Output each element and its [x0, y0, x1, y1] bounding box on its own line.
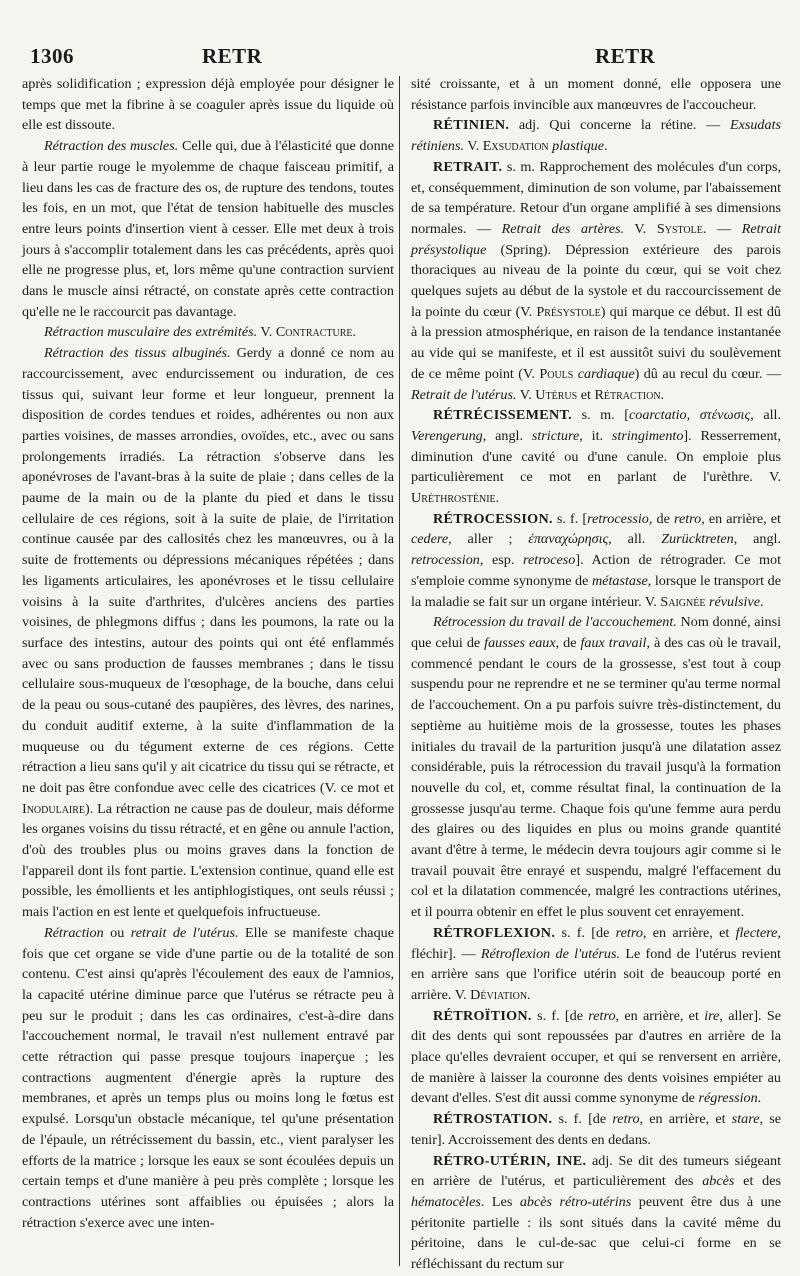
paragraph-continuation-right: sité croissante, et à un moment donné, elle opposera une résistance parfois invincible aux manœuvres de l'accoucheur.	[411, 76, 781, 113]
entry-retraction-extremites: Rétraction musculaire des extrémités. V. Contracture.	[44, 324, 357, 341]
page-header	[30, 44, 770, 72]
entry-retraction-muscles: Rétraction des muscles. Celle qui, due à l'élasticité que donne à leur partie rouge le myolemme de chaque faisceau primitif, a lieu dans les cas de fracture des os, de rupture des tendons, toutes les fois, en un mot, que l'état de tension habituelle des muscles entre leurs points d'insertion vient à cesser. Elle met deux à trois jours à s'accomplir totalement dans les cas précédents, après quoi elle ne progresse plus, et, lors même qu'une contraction survient dans le muscle ainsi rétracté, on constate après cette contraction qu'elle ne le raccourcit pas davantage.	[22, 138, 394, 320]
entry-retrocession-travail: Rétrocession du travail de l'accouchement. Nom donné, ainsi que celui de fausses eaux, de faux travail, à des cas où le travail, commencé pendant le cours de la grossesse, s'est tout à coup suspendu pour ne reprendre et ne se terminer qu'au terme normal de l'accouchement. On a pu parfois suivre très-distinctement, du septième au huitième mois de la grossesse, toutes les phases initiales du travail de la parturition jusqu'à une dilatation assez considérable, puis la rétrocession du travail jusqu'à la formation nouvelle du col, et, comme résultat final, la continuation de la grossesse jusqu'au terme. Chaque fois qu'une femme aura perdu des glaires ou des liquides en plus ou moins grande quantité avant d'être à terme, le médecin devra toujours agir comme si le travail pouvait être enrayé et suspendu, malgré l'effacement du col et la dilatation commencée, malgré les contractions utérines, et il pourra obtenir en effet le plus souvent cet enrayement.	[411, 614, 781, 921]
running-head-left: RETR	[202, 44, 263, 68]
right-column	[411, 74, 781, 1275]
column-divider	[399, 76, 400, 1266]
entry-retrostation: RÉTROSTATION. s. f. [de retro, en arrière, et stare, se tenir]. Accroissement des dents en dedans.	[411, 1111, 782, 1148]
running-head-right: RETR	[595, 44, 656, 68]
entry-retro-uterin: RÉTRO-UTÉRIN, INE. adj. Se dit des tumeurs siégeant en arrière de l'utérus, et particulièrement des abcès et des hématocèles. Les abcès rétro-utérins peuvent être dus à une péritonite partielle : ils sont situés dans la cavité même du péritoine, dans le cul-de-sac que celui-ci forme en se réfléchissant du rectum sur	[411, 1152, 782, 1273]
left-column	[22, 74, 394, 1233]
entry-retinien: RÉTINIEN. adj. Qui concerne la rétine. — Exsudats rétiniens. V. Exsudation plastique.	[411, 117, 781, 155]
entry-retroflexion: RÉTROFLEXION. s. f. [de retro, en arrière, et flectere, fléchir]. — Rétroflexion de l'utérus. Le fond de l'utérus revient en arrière sans que l'orifice utérin soit de beaucoup porté en arrière. V. Déviation.	[411, 924, 781, 1003]
entry-retraction-tissus-albugines: Rétraction des tissus albuginés. Gerdy a donné ce nom au raccourcissement, avec endurcissement ou induration, de ces tissus qui, suivant leur forme et leur longueur, prennent la disposition de cordes tendues et roides, adhérentes ou non aux parties voisines, de masses arrondies, ovoïdes, etc., avec ou sans prolongements irradiés. La rétraction s'observe dans les aponévroses de l'avant-bras à la suite de plaie ; dans celles de la paume de la main ou de la plante du pied et dans le tissu cellulaire de ces régions, soit à la suite de plaie, de l'irritation continue causée par des callosités chez les manœuvres, ou à la suite de frottements ou dépressions mécaniques répétées ; dans les ligaments articulaires, les aponévroses et le tissu cellulaire voisins à la suite d'arthrites, d'ulcères anciens des parties voisines, de phlegmons diffus ; dans les poumons, la rate ou la surface des intestins, autour des points qui ont été enflammés avec ou sans production de fausses membranes ; dans le tissu cellulaire sous-muqueux de l'œsophage, de la bouche, dans celui de la peau ou sous-cutané des paupières, des lèvres, des narines, du conduit auditif externe, à la suite d'inflammation de la muqueuse ou du tégument externe de ces régions. Cette rétraction a lieu sans qu'il y ait cicatrice du tissu qui se rétracte, et ne doit pas être confondue avec celle des cicatrices (V. ce mot et Inodulaire). La rétraction ne cause pas de douleur, mais déforme les organes voisins du tissu rétracté, et en gêne ou annule l'action, d'où des troubles plus ou moins graves dans la fonction de l'appareil dont ils font partie. L'extension continue, quand elle est possible, les émollients et les antiphlogistiques, ont seuls réussi ; mais l'action en est lente et quelquefois infructueuse.	[22, 345, 395, 921]
entry-retrait: RETRAIT. s. m. Rapprochement des molécules d'un corps, et, conséquemment, diminution de son volume, par l'abaissement de sa température. Retour d'un organe amplifié à ses dimensions normales. — Retrait des artères. V. Systole. — Retrait présystolique (Spring). Dépression extérieure des parois thoraciques au niveau de la pointe du cœur, qui se voit chez quelques sujets au début de la systole et du raccourcissement de la pointe du cœur (V. Présystole) qui marque ce début. Il est dû à la pression atmosphérique, en raison de la tendance instantanée au vide qui se manifeste, et il est aussitôt suivi du soulèvement de ce même point (V. Pouls cardiaque) dû au recul du cœur. — Retrait de l'utérus. V. Utérus et Rétraction.	[411, 158, 781, 403]
page-number: 1306	[30, 44, 74, 68]
entry-retrecissement: RÉTRÉCISSEMENT. s. m. [coarctatio, στένωσις, all. Verengerung, angl. stricture, it. stringimento]. Resserrement, diminution d'une cavité ou d'une canule. On emploie plus particulièrement ce mot en parlant de l'urèthre. V. Uréthrosténie.	[411, 407, 781, 507]
entry-retrocession: RÉTROCESSION. s. f. [retrocessio, de retro, en arrière, et cedere, aller ; ἐπαναχώρησις, all. Zurücktreten, angl. retrocession, esp. retroceso]. Action de rétrograder. Ce mot s'emploie comme synonyme de métastase, lorsque le transport de la maladie se fait sur un organe intérieur. V. Saignée révulsive.	[411, 510, 781, 610]
paragraph-continuation: après solidification ; expression déjà employée pour désigner le temps que met la fibrine à se coaguler après issue du liquide où elle est dissoute.	[22, 76, 394, 134]
entry-retraction-uterus: Rétraction ou retrait de l'utérus. Elle se manifeste chaque fois que cet organe se vide d'une partie ou de la totalité de son contenu. C'est ainsi qu'après l'écoulement des eaux de l'amnios, la capacité utérine diminue parce que l'utérus se rétracte peu à peu sur le produit ; dans les cas ordinaires, c'est-à-dire dans l'accouchement normal, le travail n'est nullement entravé par cette rétraction qui passe presque toujours inaperçue ; les contractions augmentent d'énergie après la rupture des membranes, et après un temps plus ou moins long le fœtus est expulsé. Lorsqu'un obstacle mécanique, tel qu'une présentation de l'épaule, un rétrécissement du bassin, etc., vient paralyser les efforts de la matrice ; lorsque les eaux se sont écoulées depuis un certain temps et d'une manière à peu près complète ; lorsque les contractions utérines sont affaiblies ou épuisées ; alors la rétraction s'exerce avec une inten-	[22, 924, 394, 1231]
entry-retroition: RÉTROÏTION. s. f. [de retro, en arrière, et ire, aller]. Se dit des dents qui sont repoussées par d'autres en arrière de la place qu'elles devraient occuper, et qui se renversent en arrière, de manière à laisser la couronne des dents voisines empiéter au devant d'elles. S'est dit aussi comme synonyme de régression.	[411, 1007, 781, 1107]
